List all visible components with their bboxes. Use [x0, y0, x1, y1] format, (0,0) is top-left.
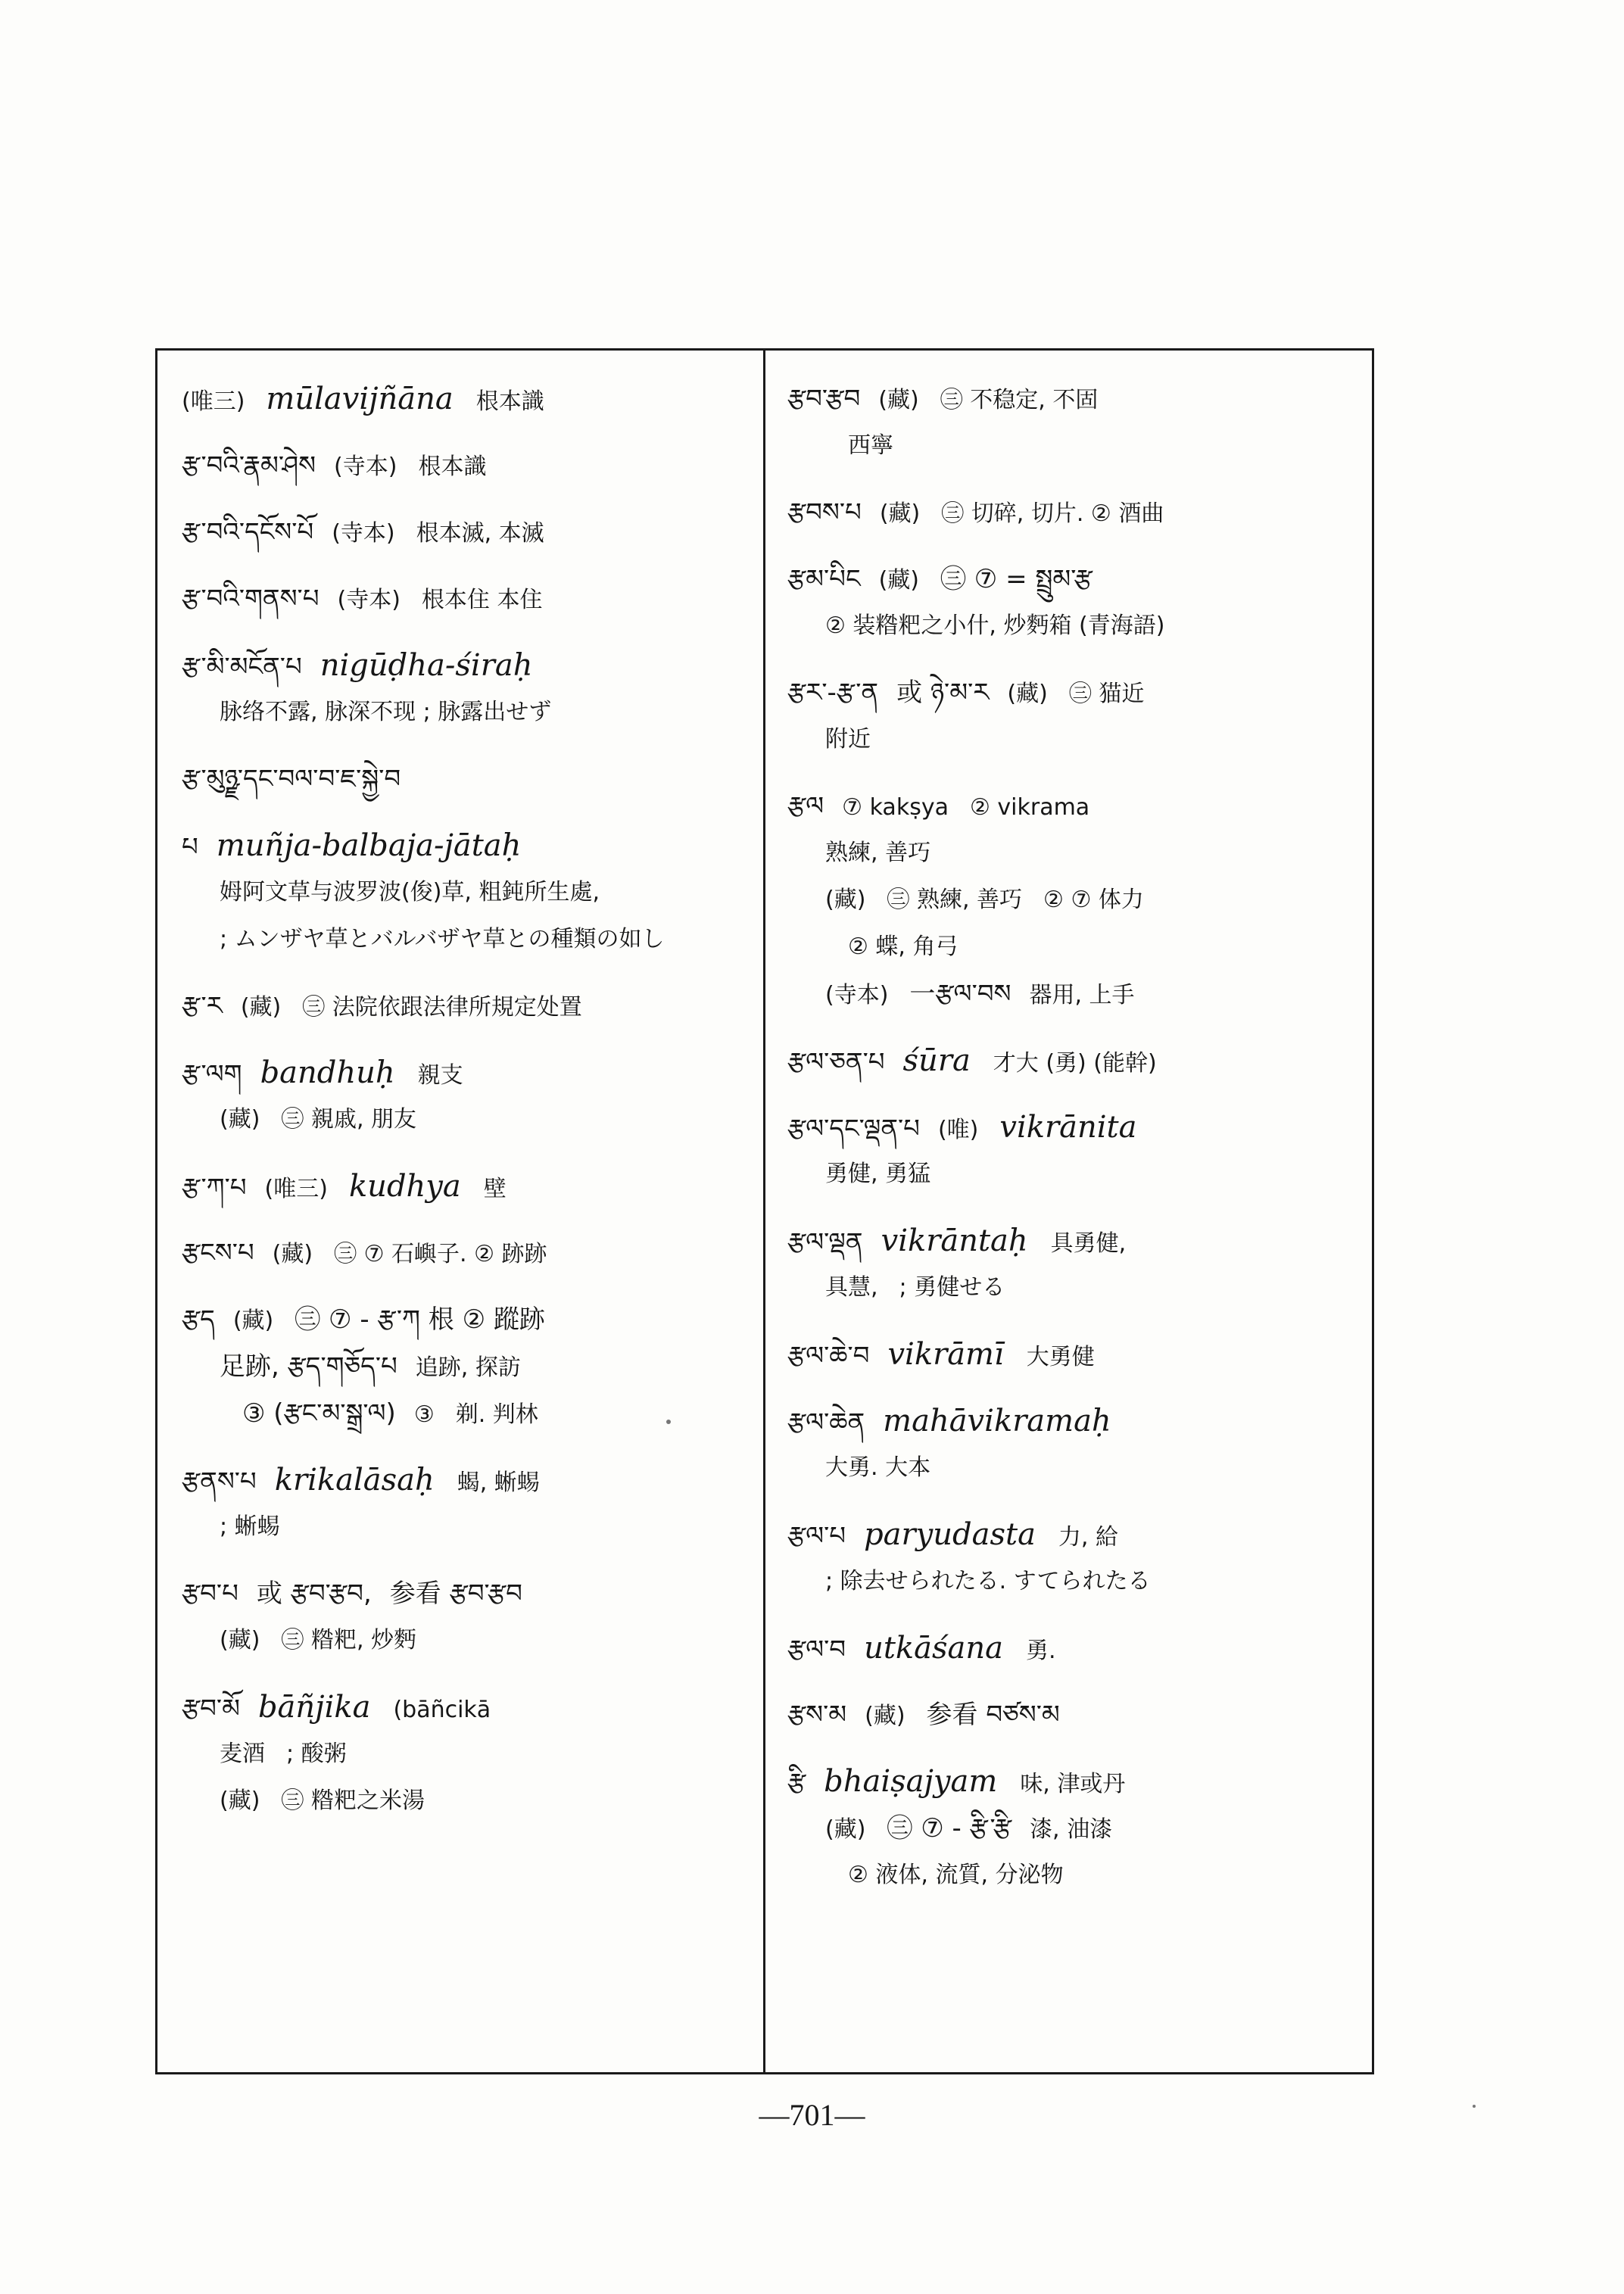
gloss-text: (藏): [825, 887, 866, 913]
dictionary-line: [182, 916, 757, 963]
tibetan-headword: རྩབ་མོ: [182, 1694, 240, 1724]
gloss-text: (藏): [865, 1703, 906, 1729]
gloss-text: (唯三): [182, 388, 245, 415]
tibetan-headword: རྩ་མི་མངོན་པ: [182, 652, 302, 682]
page-number: —701—: [759, 2098, 865, 2132]
tibetan-headword: རྩལ་ཅན་པ: [787, 1047, 885, 1077]
gloss-text: 勇.: [1025, 1638, 1056, 1664]
tibetan-headword: རྩས་མ: [787, 1700, 847, 1730]
tibetan-headword: རྩ་བའི་དངོས་པོ: [182, 517, 314, 547]
gloss-text: (寺本): [332, 520, 395, 547]
dictionary-line: [182, 1230, 757, 1276]
tibetan-headword: རྩ་མུཉྫ་དང་བལ་བ་ཇ་སྐྱེ་བ: [182, 764, 401, 794]
gloss-text: ② 蝶, 角弓: [848, 933, 959, 960]
tibetan-headword: རྩལ་ཆེན: [787, 1407, 865, 1438]
tibetan-headword: རྩལ་བ: [787, 1635, 846, 1665]
dictionary-line: [787, 489, 1370, 536]
gloss-text: (藏): [232, 1308, 274, 1334]
dictionary-line: [787, 1445, 1370, 1491]
gloss-text: 大勇. 大本: [825, 1454, 931, 1481]
sanskrit-term: nigūḍha-śiraḥ: [320, 648, 533, 683]
dictionary-line: [787, 1398, 1370, 1445]
dictionary-line: [182, 1163, 757, 1210]
tibetan-headword: པ: [182, 832, 198, 862]
gloss-text: (唯三): [264, 1176, 328, 1202]
gloss-text: (唯): [937, 1117, 979, 1143]
sanskrit-term: bandhuḥ: [260, 1055, 395, 1090]
tibetan-headword: ㊂ ⑦ - རྩ་ཀ 根 ② 蹤跡: [295, 1304, 545, 1335]
dictionary-line: [182, 509, 757, 556]
dictionary-line: [787, 830, 1370, 877]
dictionary-line: [182, 983, 757, 1030]
gloss-text: ㊂ 糌粑之米湯: [281, 1788, 425, 1814]
dictionary-line: [787, 1691, 1370, 1738]
dictionary-line: [787, 1558, 1370, 1605]
speck-mark: [666, 1420, 671, 1424]
gloss-text: 親支: [417, 1062, 463, 1089]
gloss-text: ② ⑦ 体力: [1043, 887, 1144, 913]
gloss-text: ㊂ 糌粑, 炒麪: [281, 1627, 417, 1653]
gloss-text: ; 勇健せる: [899, 1274, 1005, 1301]
gloss-text: (藏): [1007, 681, 1048, 707]
gloss-text: (藏): [825, 1816, 866, 1843]
gloss-text: 器用, 上手: [1029, 982, 1135, 1008]
dictionary-line: [182, 442, 757, 489]
gloss-text: 西寧: [848, 432, 893, 459]
tibetan-headword: ③ (རྩང་མ་སྒྲ་ལ): [242, 1398, 396, 1429]
dictionary-line: [787, 422, 1370, 469]
gloss-text: 根本滅, 本滅: [416, 520, 544, 547]
gloss-text: ; 蜥蜴: [220, 1513, 280, 1540]
sanskrit-term: paryudasta: [864, 1517, 1036, 1552]
gloss-text: (寺本): [337, 587, 401, 613]
tibetan-headword: 一རྩལ་བས: [909, 979, 1011, 1009]
sanskrit-term: vikrāmī: [887, 1337, 1004, 1372]
speck-mark: [1473, 2105, 1476, 2108]
dictionary-line: [787, 971, 1370, 1018]
right-column: [787, 356, 1370, 2067]
dictionary-line: [182, 1504, 757, 1551]
dictionary-line: [787, 669, 1370, 716]
gloss-text: ㊂ ⑦ 石嶼子. ② 跡跡: [334, 1241, 547, 1267]
column-divider: [763, 348, 765, 2074]
dictionary-line: [787, 1264, 1370, 1311]
sanskrit-term: muñja-balbaja-jātaḥ: [216, 828, 522, 863]
gloss-text: ② 液体, 流質, 分泌物: [848, 1862, 1064, 1888]
sanskrit-term: vikrānita: [999, 1110, 1137, 1145]
dictionary-line: [182, 575, 757, 622]
dictionary-line: [787, 783, 1370, 830]
tibetan-headword: རྩལ: [787, 791, 824, 821]
gloss-text: (寺本): [825, 982, 889, 1008]
dictionary-line: [182, 869, 757, 916]
gloss-text: (藏): [240, 994, 282, 1021]
tibetan-headword: རྩངས་པ: [182, 1238, 254, 1268]
dictionary-line: [787, 1852, 1370, 1899]
sanskrit-term: mahāvikramaḥ: [883, 1404, 1111, 1438]
tibetan-headword: རྩམ་པིང: [787, 564, 861, 594]
gloss-text: 才大 (勇) (能幹): [993, 1050, 1157, 1077]
gloss-text: ; 酸粥: [286, 1741, 347, 1767]
gloss-text: 根本住 本住: [421, 587, 543, 613]
gloss-text: 熟練, 善巧: [825, 840, 931, 866]
gloss-text: ⑦ kakṣya: [842, 794, 949, 821]
tibetan-headword: རྩ་ར: [182, 991, 223, 1021]
dictionary-line: [787, 376, 1370, 422]
dictionary-line: [182, 1049, 757, 1096]
dictionary-line: [182, 376, 757, 422]
gloss-text: (藏): [878, 387, 919, 413]
dictionary-line: [182, 1684, 757, 1731]
dictionary-line: [182, 1731, 757, 1778]
dictionary-line: [787, 1805, 1370, 1852]
sanskrit-term: utkāśana: [864, 1631, 1003, 1666]
dictionary-line: [182, 1296, 757, 1343]
tibetan-headword: རྩབས་པ: [787, 497, 862, 528]
tibetan-headword: རྩལ་པ: [787, 1521, 846, 1551]
gloss-text: 力, 給: [1058, 1524, 1118, 1551]
tibetan-headword: 参看 རྩབ་རྩབ: [389, 1579, 522, 1609]
gloss-text: (寺本): [334, 454, 397, 480]
tibetan-headword: རྩད: [182, 1304, 215, 1335]
dictionary-line: [182, 642, 757, 689]
sanskrit-term: bāñjika: [257, 1690, 371, 1725]
gloss-text: 漆, 油漆: [1030, 1816, 1113, 1843]
dictionary-line: [182, 1617, 757, 1664]
tibetan-headword: རྩ་བའི་གནས་པ: [182, 584, 320, 614]
dictionary-line: [787, 924, 1370, 971]
tibetan-headword: རྩི: [787, 1768, 806, 1798]
dictionary-line: [182, 689, 757, 736]
tibetan-headword: 或 རྩབ་རྩབ,: [256, 1579, 372, 1609]
gloss-text: 附近: [825, 726, 871, 753]
tibetan-headword: ㊂ ⑦ - རྩི་རྩི: [887, 1813, 1012, 1844]
sanskrit-term: bhaiṣajyam: [824, 1764, 998, 1799]
tibetan-headword: རྩལ་དང་ལྡན་པ: [787, 1114, 920, 1144]
gloss-text: 大勇健: [1026, 1344, 1095, 1370]
dictionary-line: [182, 1457, 757, 1504]
dictionary-line: [182, 1343, 757, 1390]
dictionary-line: [182, 822, 757, 869]
tibetan-headword: རྩབ་པ: [182, 1579, 238, 1609]
dictionary-line: [182, 1096, 757, 1143]
tibetan-headword: རྩ་བའི་རྣམ་ཤེས: [182, 450, 316, 481]
gloss-text: 勇健, 勇猛: [825, 1161, 931, 1187]
dictionary-line: [787, 603, 1370, 650]
gloss-text: 追跡, 探訪: [415, 1354, 521, 1381]
gloss-text: ㊂ 不稳定, 不固: [940, 387, 1099, 413]
tibetan-headword: ㊂ ⑦ = སྤྲུམ་རྩ: [940, 564, 1093, 594]
gloss-text: ② 装糌粑之小什, 炒麪箱 (青海語): [825, 612, 1165, 639]
gloss-text: (藏): [220, 1627, 260, 1653]
dictionary-line: [787, 716, 1370, 763]
tibetan-headword: 参看 བཙས་མ: [926, 1700, 1060, 1730]
gloss-text: 味, 津或丹: [1020, 1771, 1126, 1797]
dictionary-line: [182, 1778, 757, 1825]
dictionary-line: [787, 877, 1370, 924]
dictionary-line: [787, 1625, 1370, 1672]
sanskrit-term: śūra: [902, 1043, 971, 1078]
gloss-text: ㊂ 法院依跟法律所規定处置: [302, 994, 582, 1021]
gloss-text: 脉络不露, 脉深不现 ; 脉露出せず: [220, 699, 552, 725]
tibetan-headword: 足跡, རྩད་གཅོད་པ: [220, 1351, 397, 1382]
gloss-text: (藏): [220, 1106, 260, 1133]
dictionary-line: [182, 1390, 757, 1437]
sanskrit-term: krikalāsaḥ: [274, 1463, 435, 1498]
tibetan-headword: རྩ་ལག: [182, 1059, 242, 1089]
gloss-text: (藏): [878, 567, 919, 594]
sanskrit-term: mūlavijñāna: [266, 382, 454, 416]
tibetan-headword: རྩལ་ལྡན: [787, 1227, 863, 1258]
gloss-text: (藏): [879, 500, 921, 527]
gloss-text: 麦酒: [220, 1741, 265, 1767]
tibetan-headword: 或 ཉེ་མ་ར: [896, 678, 990, 708]
gloss-text: ㊂ 熟練, 善巧: [887, 887, 1023, 913]
gloss-text: 壁: [483, 1176, 507, 1202]
gloss-text: ; ムンザヤ草とバルバザヤ草との種類の如し: [220, 926, 665, 952]
dictionary-line: [787, 1151, 1370, 1198]
sanskrit-term: vikrāntaḥ: [881, 1223, 1028, 1258]
tibetan-headword: རྩནས་པ: [182, 1466, 257, 1497]
dictionary-line: [787, 1217, 1370, 1264]
gloss-text: ㊂ 切碎, 切片. ② 酒曲: [941, 500, 1164, 527]
gloss-text: (藏): [220, 1788, 260, 1814]
dictionary-line: [787, 1037, 1370, 1084]
dictionary-line: [787, 556, 1370, 603]
gloss-text: ㊂ 猫近: [1068, 681, 1145, 707]
gloss-text: 姆阿文草与波罗波(俊)草, 粗鈍所生處,: [220, 879, 600, 905]
gloss-text: ㊂ 親戚, 朋友: [281, 1106, 417, 1133]
gloss-text: 具慧,: [825, 1274, 878, 1301]
dictionary-line: [787, 1758, 1370, 1805]
gloss-text: 蝎, 蜥蜴: [457, 1470, 540, 1496]
gloss-text: ③: [413, 1401, 435, 1428]
tibetan-headword: རྩར་-རྩ་ན: [787, 678, 879, 708]
tibetan-headword: རྩ་ཀ་པ: [182, 1173, 247, 1203]
gloss-text: 具勇健,: [1050, 1230, 1127, 1257]
tibetan-headword: རྩབ་རྩབ: [787, 384, 861, 414]
dictionary-line: [787, 1104, 1370, 1151]
dictionary-line: [182, 1570, 757, 1617]
gloss-text: (藏): [272, 1241, 313, 1267]
dictionary-line: [787, 1331, 1370, 1378]
gloss-text: (bāñcikā: [393, 1697, 491, 1723]
gloss-text: 根本識: [418, 454, 487, 480]
left-column: [182, 356, 757, 2067]
dictionary-line: [182, 756, 757, 803]
gloss-text: 根本識: [475, 388, 544, 415]
gloss-text: ② vikrama: [969, 794, 1090, 821]
dictionary-line: [787, 1511, 1370, 1558]
gloss-text: ; 除去せられたる. すてられたる: [825, 1568, 1151, 1594]
sanskrit-term: kudhya: [348, 1169, 461, 1204]
gloss-text: 剃. 判林: [455, 1401, 538, 1428]
tibetan-headword: རྩལ་ཆེ་བ: [787, 1341, 870, 1371]
